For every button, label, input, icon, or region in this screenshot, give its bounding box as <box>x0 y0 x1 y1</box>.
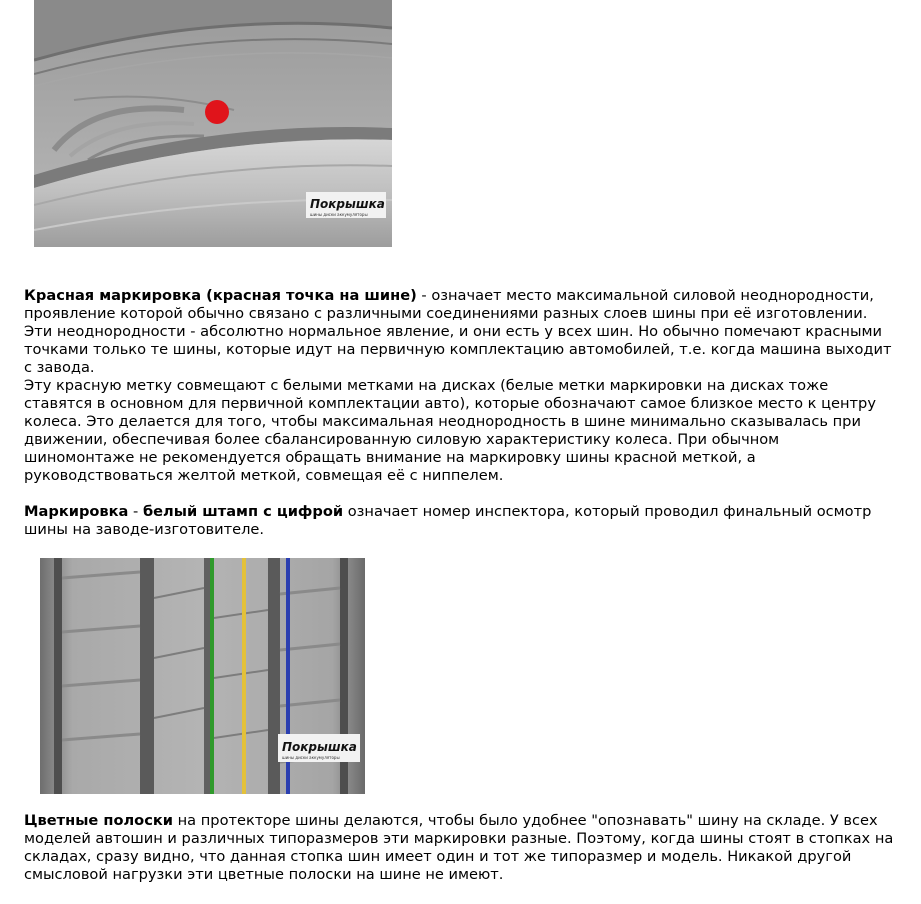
red-dot-mark <box>205 100 229 124</box>
color-stripes-title: Цветные полоски <box>24 812 173 829</box>
tire-tread-image <box>40 558 365 794</box>
red-marking-text1: - означает место максимальной силовой неоднородности, проявление которой обычно связано с различными соединениями разных слоев шины при её изготовлении. Эти неоднородности - абсолютно нормальное явление, и они есть у всех шин. Но обычно помечают красными точками только те шины, которые идут на первичную комплектацию автомобилей, т.е. когда машина выходит с завода. <box>24 287 892 376</box>
white-stamp-title: Маркировка <box>24 503 129 520</box>
white-stamp-text: означает номер инспектора, который проводил финальный осмотр шины на заводе-изготовителе. <box>24 503 872 538</box>
white-stamp-title2: белый штамп с цифрой <box>142 503 344 520</box>
green-stripe <box>210 558 214 794</box>
tire-sidewall-image <box>34 0 392 247</box>
white-stamp-paragraph <box>24 503 894 539</box>
svg-text:Покрышка: Покрышка <box>310 197 385 211</box>
svg-text:шины диски аккумуляторы: шины диски аккумуляторы <box>282 755 340 760</box>
red-marking-title: Красная маркировка (красная точка на шине) <box>24 287 417 304</box>
yellow-stripe <box>242 558 246 794</box>
red-marking-text2: Эту красную метку совмещают с белыми метками на дисках (белые метки маркировки на дисках тоже ставятся в основном для первичной комплектации авто), которые обозначают самое близкое место к центру колеса. Это делается для того, чтобы максимальная неоднородность в шине минимально сказывалась при движении, обеспечивая более сбалансированную силовую характеристику колеса. При обычном шиномонтаже не рекомендуется обращать внимание на маркировку шины красной меткой, а руководствоваться желтой меткой, совмещая её с ниппелем. <box>24 377 876 484</box>
tire-sidewall-red-dot-icon <box>34 0 392 247</box>
pokryshka-logo <box>278 734 360 762</box>
svg-text:Покрышка: Покрышка <box>282 740 357 754</box>
red-marking-paragraph <box>24 287 894 485</box>
color-stripes-text: на протекторе шины делаются, чтобы было удобнее "опознавать" шину на складе. У всех моделей автошин и различных типоразмеров эти маркировки разные. Поэтому, когда шины стоят в стопках на складах, сразу видно, что данная стопка шин имеет один и тот же типоразмер и модель. Никакой другой смысловой нагрузки эти цветные полоски на шине не имеют. <box>24 812 894 883</box>
tire-tread-color-stripes-icon <box>40 558 365 794</box>
pokryshka-logo <box>306 192 386 218</box>
white-stamp-sep: - <box>128 503 143 520</box>
svg-text:шины диски аккумуляторы: шины диски аккумуляторы <box>310 212 368 217</box>
color-stripes-paragraph <box>24 812 894 884</box>
